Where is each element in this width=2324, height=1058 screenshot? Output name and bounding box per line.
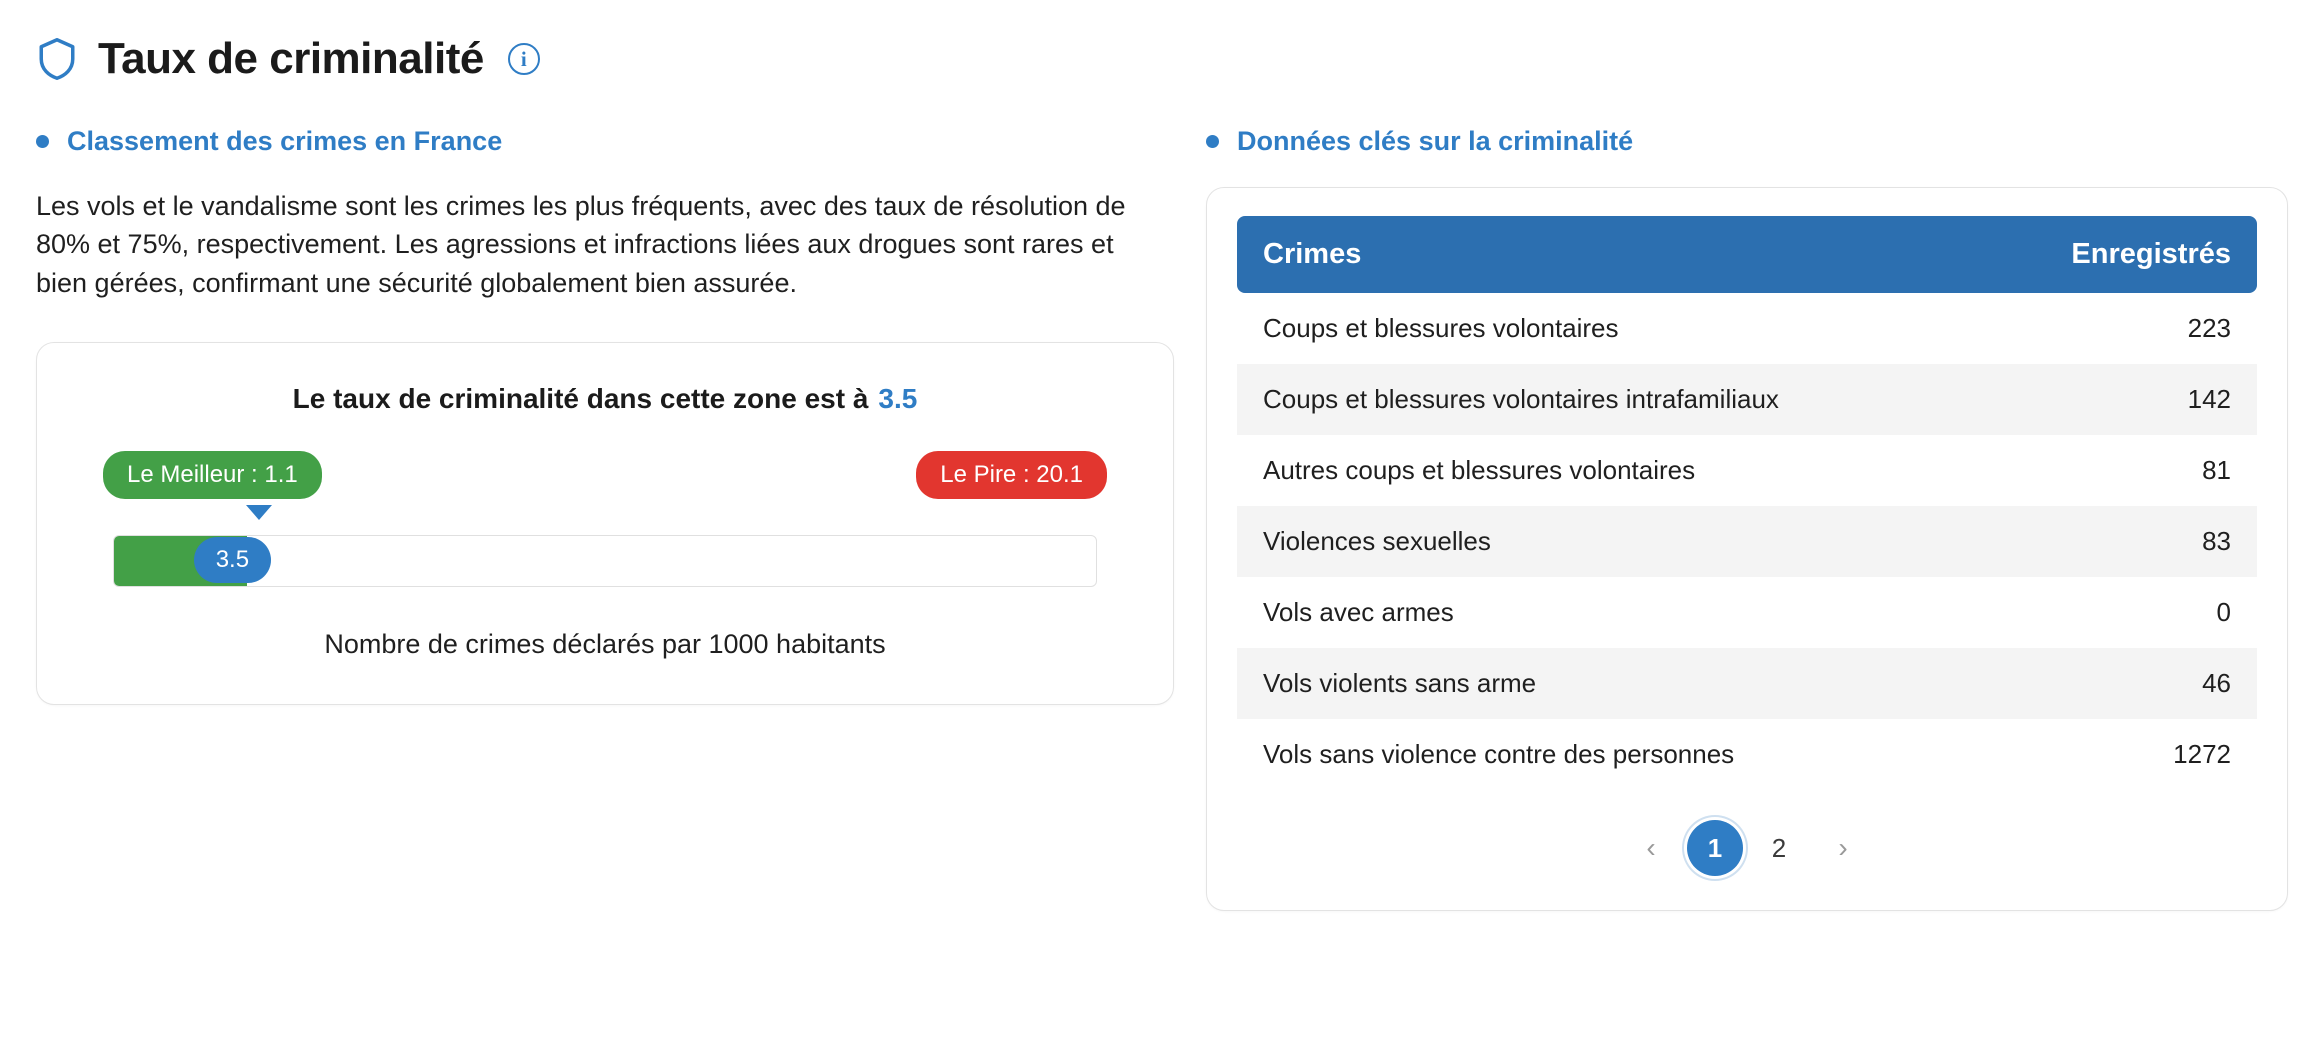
- key-data-section-header: [1206, 126, 2288, 157]
- info-icon[interactable]: i: [508, 43, 540, 75]
- chevron-left-icon[interactable]: ‹: [1623, 820, 1679, 876]
- crime-count: 142: [2187, 384, 2231, 414]
- column-header-registered: Enregistrés: [1980, 216, 2257, 293]
- crime-rate-gauge-card: [36, 342, 1174, 705]
- crime-label: Autres coups et blessures volontaires: [1263, 455, 1696, 485]
- gauge-extremes: [73, 451, 1137, 499]
- table-row: [1237, 435, 2257, 506]
- table-row: [1237, 506, 2257, 577]
- ranking-section-header: [36, 126, 1174, 157]
- worst-value-badge: Le Pire : 20.1: [916, 451, 1107, 499]
- bullet-icon: [36, 135, 49, 148]
- crime-count: 1272: [2173, 739, 2231, 769]
- crime-label: Coups et blessures volontaires: [1263, 313, 1619, 343]
- crimes-table-head: [1237, 216, 2257, 293]
- crime-label: Vols avec armes: [1263, 597, 1454, 627]
- column-header-crimes: Crimes: [1237, 216, 1980, 293]
- table-row: [1237, 719, 2257, 790]
- right-column: [1206, 126, 2288, 911]
- crime-count: 0: [2216, 597, 2231, 627]
- gauge-headline-text: Le taux de criminalité dans cette zone est à: [292, 382, 869, 414]
- crime-label: Violences sexuelles: [1263, 526, 1491, 556]
- crimes-table-body: [1237, 293, 2257, 790]
- shield-icon: [36, 36, 78, 82]
- table-pagination: [1237, 820, 2257, 876]
- table-row: [1237, 364, 2257, 435]
- table-row: [1237, 577, 2257, 648]
- gauge-caption: Nombre de crimes déclarés par 1000 habitants: [324, 628, 886, 659]
- gauge-marker-row: [113, 505, 1097, 531]
- crime-count: 223: [2187, 313, 2231, 343]
- crime-count: 83: [2202, 526, 2231, 556]
- best-value-badge: Le Meilleur : 1.1: [103, 451, 322, 499]
- page-button-1[interactable]: 1: [1687, 820, 1743, 876]
- crime-label: Coups et blessures volontaires intrafamiliaux: [1263, 384, 1779, 414]
- key-data-section-title: Données clés sur la criminalité: [1237, 126, 1634, 156]
- crime-count: 46: [2202, 668, 2231, 698]
- gauge-headline-value: 3.5: [878, 382, 918, 414]
- chevron-right-icon[interactable]: ›: [1815, 820, 1871, 876]
- bullet-icon: [1206, 135, 1219, 148]
- table-row: [1237, 293, 2257, 364]
- table-header-row: [1237, 216, 2257, 293]
- crimes-table: [1237, 216, 2257, 790]
- page-header: [36, 34, 2288, 84]
- ranking-section-title: Classement des crimes en France: [67, 126, 503, 156]
- caret-down-icon: [246, 505, 272, 520]
- page-title: Taux de criminalité: [98, 34, 484, 83]
- crime-data-card: [1206, 187, 2288, 911]
- crime-count: 81: [2202, 455, 2231, 485]
- crime-label: Vols violents sans arme: [1263, 668, 1537, 698]
- left-column: [36, 126, 1174, 705]
- gauge-headline: [73, 383, 1137, 415]
- ranking-description: Les vols et le vandalisme sont les crimes les plus fréquents, avec des taux de résolution de 80% et 75%, respectivement. Les agressions et infractions liées aux drogues sont rares et bien gérées, confirmant une sécurité globalement bien assurée.: [36, 191, 1126, 298]
- content-columns: [36, 126, 2288, 911]
- gauge-bar: [113, 535, 1097, 587]
- crime-label: Vols sans violence contre des personnes: [1263, 739, 1735, 769]
- gauge-value-badge: 3.5: [194, 537, 271, 583]
- table-row: [1237, 648, 2257, 719]
- page-button-2[interactable]: 2: [1751, 820, 1807, 876]
